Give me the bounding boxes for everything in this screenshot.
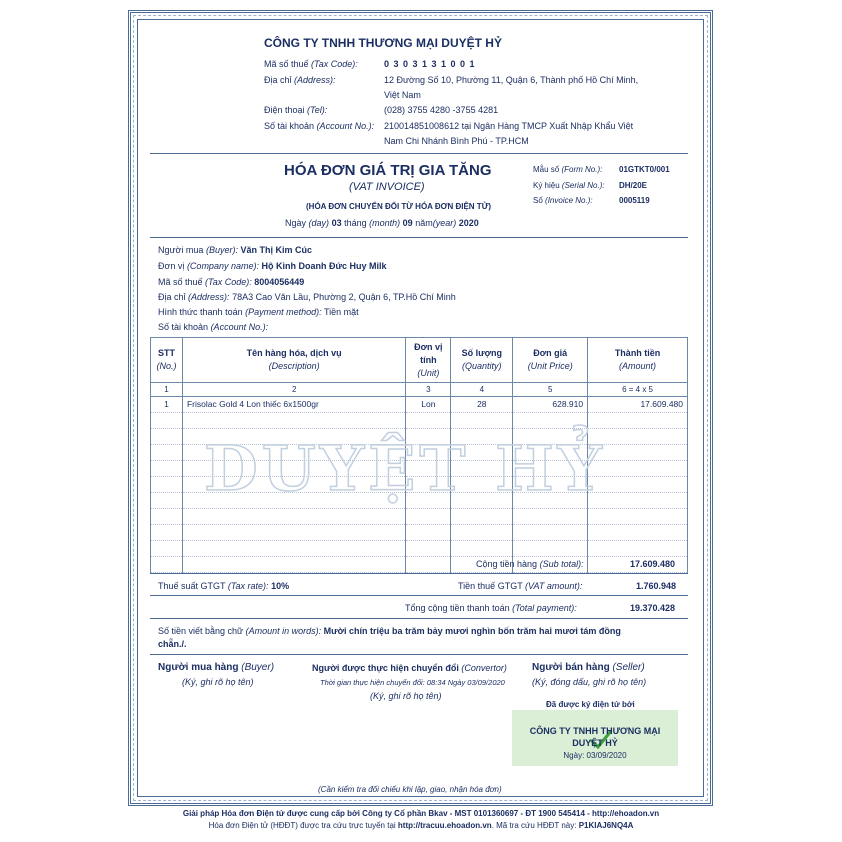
divider <box>150 654 688 655</box>
form-no: 01GTKT0/001 <box>619 165 670 174</box>
seller-signature-note: (Ký, đóng dấu, ghi rõ họ tên) <box>532 677 647 687</box>
item-amount: 17.609.480 <box>588 397 688 413</box>
column-number: 6 = 4 x 5 <box>588 383 688 397</box>
header-unit-price: Đơn giá (Unit Price) <box>513 338 588 383</box>
header-quantity: Số lượng (Quantity) <box>451 338 513 383</box>
buyer-payment-row: Hình thức thanh toán (Payment method): Tiền mặt <box>158 307 359 317</box>
footer-line1: Giải pháp Hóa đơn Điện tử được cung cấp bởi Công ty Cổ phần Bkav - MST 0101360697 - ĐT 1900 545414 - http://ehoadon.vn <box>182 809 660 818</box>
serial-no-label: Ký hiệu (Serial No.): <box>533 181 605 190</box>
header-no: STT (No.) <box>151 338 183 383</box>
seller-signature-title: Người bán hàng (Seller) <box>532 662 645 673</box>
seller-tax-code: 0 3 0 3 1 3 1 0 0 1 <box>384 59 476 69</box>
column-number: 3 <box>406 383 451 397</box>
check-note: (Cần kiểm tra đối chiếu khi lập, giao, nhận hóa đơn) <box>318 785 502 794</box>
item-description: Frisolac Gold 4 Lon thiếc 6x1500gr <box>182 397 405 413</box>
converter-note: (Ký, ghi rõ họ tên) <box>370 691 442 701</box>
item-quantity: 28 <box>451 397 513 413</box>
invoice-date: Ngày (day) 03 tháng (month) 09 năm(year) 2020 <box>285 218 479 228</box>
vat-value: 1.760.948 <box>636 581 677 591</box>
seller-phone-label: Điện thoại (Tel): <box>264 105 328 115</box>
table-row-empty <box>151 541 688 557</box>
buyer-signature-title: Người mua hàng (Buyer) <box>158 662 275 673</box>
serial-no: DH/20E <box>619 181 648 190</box>
sign-date: Ngày: 03/09/2020 <box>563 751 627 760</box>
seller-account-line1: 210014851008612 tại Ngân Hàng TMCP Xuất Nhập Khẩu Việt <box>384 121 634 131</box>
subtotal-label: Cộng tiền hàng (Sub total): <box>476 559 584 569</box>
total-value: 19.370.428 <box>630 603 676 613</box>
buyer-name-row: Người mua (Buyer): Văn Thị Kim Cúc <box>158 245 313 255</box>
tax-rate-row: Thuế suất GTGT (Tax rate): 10% <box>158 581 290 591</box>
invoice-subtitle: (VAT INVOICE) <box>349 181 425 193</box>
signer-name-line2: DUYỆT HỶ <box>572 738 618 748</box>
column-number: 1 <box>151 383 183 397</box>
seller-address-line2: Việt Nam <box>384 90 421 100</box>
buyer-account-row: Số tài khoản (Account No.): <box>158 322 269 332</box>
divider <box>150 237 688 238</box>
invoice-no-label: Số (Invoice No.): <box>533 196 593 205</box>
seller-account-line2: Nam Chi Nhánh Bình Phú - TP.HCM <box>384 136 529 146</box>
seller-account-label: Số tài khoản (Account No.): <box>264 121 375 131</box>
seller-company-name: CÔNG TY TNHH THƯƠNG MẠI DUYỆT HỶ <box>264 36 502 50</box>
item-unit: Lon <box>406 397 451 413</box>
invoice-no: 0005119 <box>619 196 650 205</box>
column-number: 5 <box>513 383 588 397</box>
table-row-empty <box>151 509 688 525</box>
divider <box>150 153 688 154</box>
buyer-tax-row: Mã số thuế (Tax Code): 8004056449 <box>158 277 305 287</box>
seller-address-label: Địa chỉ (Address): <box>264 75 336 85</box>
item-no: 1 <box>151 397 183 413</box>
header-description: Tên hàng hóa, dịch vụ (Description) <box>182 338 405 383</box>
header-unit: Đơn vị tính (Unit) <box>406 338 451 383</box>
table-row-empty <box>151 413 688 429</box>
seller-tax-label: Mã số thuế (Tax Code): <box>264 59 358 69</box>
buyer-signature-note: (Ký, ghi rõ họ tên) <box>182 677 254 687</box>
watermark-text: DUYỆT HỶ <box>204 432 606 505</box>
seller-address-line1: 12 Đường Số 10, Phường 11, Quận 6, Thành phố Hồ Chí Minh, <box>384 75 639 85</box>
table-header-row <box>151 338 688 383</box>
signer-name-line1: CÔNG TY TNHH THƯƠNG MẠI <box>529 726 661 736</box>
column-number-row <box>151 383 688 397</box>
vat-label: Tiền thuế GTGT (VAT amount): <box>458 581 583 591</box>
amount-in-words-line1: Số tiền viết bằng chữ (Amount in words): Mười chín triệu ba trăm bảy mươi nghìn bốn trăm hai mươi tám đồng <box>158 626 621 636</box>
divider <box>150 573 688 574</box>
subtotal-value: 17.609.480 <box>630 559 676 569</box>
form-no-label: Mẫu số (Form No.): <box>533 165 603 174</box>
table-row <box>151 397 688 413</box>
invoice-title: HÓA ĐƠN GIÁ TRỊ GIA TĂNG <box>284 162 492 179</box>
converter-time: Thời gian thực hiện chuyển đổi: 08:34 Ngày 03/09/2020 <box>320 678 505 687</box>
converter-title: Người được thực hiện chuyển đổi (Convertor) <box>312 663 507 673</box>
lookup-code: P1KIAJ6NQ4A <box>578 821 634 830</box>
footer-line2: Hóa đơn Điện tử (HĐĐT) được tra cứu trực tuyến tại http://tracuu.ehoadon.vn. Mã tra cứu HĐĐT này: P1KIAJ6NQ4A <box>208 821 634 830</box>
divider <box>150 618 688 619</box>
total-label: Tổng cộng tiền thanh toán (Total payment): <box>405 603 577 613</box>
amount-in-words-line2: chẵn./. <box>158 639 187 649</box>
invoice-conversion-note: (HÓA ĐƠN CHUYỂN ĐỔI TỪ HÓA ĐƠN ĐIỆN TỬ) <box>306 202 491 211</box>
buyer-company-row: Đơn vị (Company name): Hộ Kinh Doanh Đức Huy Milk <box>158 261 387 271</box>
column-number: 2 <box>182 383 405 397</box>
digital-signature-box <box>512 710 678 766</box>
buyer-address-row: Địa chỉ (Address): 78A3 Cao Văn Lầu, Phường 2, Quận 6, TP.Hồ Chí Minh <box>158 292 456 302</box>
lookup-url[interactable]: http://tracuu.ehoadon.vn <box>397 821 492 830</box>
seller-phone: (028) 3755 4280 -3755 4281 <box>384 105 499 115</box>
column-number: 4 <box>451 383 513 397</box>
table-row-empty <box>151 557 688 573</box>
divider <box>150 595 688 596</box>
item-unit-price: 628.910 <box>513 397 588 413</box>
signed-digitally-label: Đã được ký điện tử bởi <box>546 700 635 709</box>
header-amount: Thành tiền (Amount) <box>588 338 688 383</box>
table-row-empty <box>151 525 688 541</box>
